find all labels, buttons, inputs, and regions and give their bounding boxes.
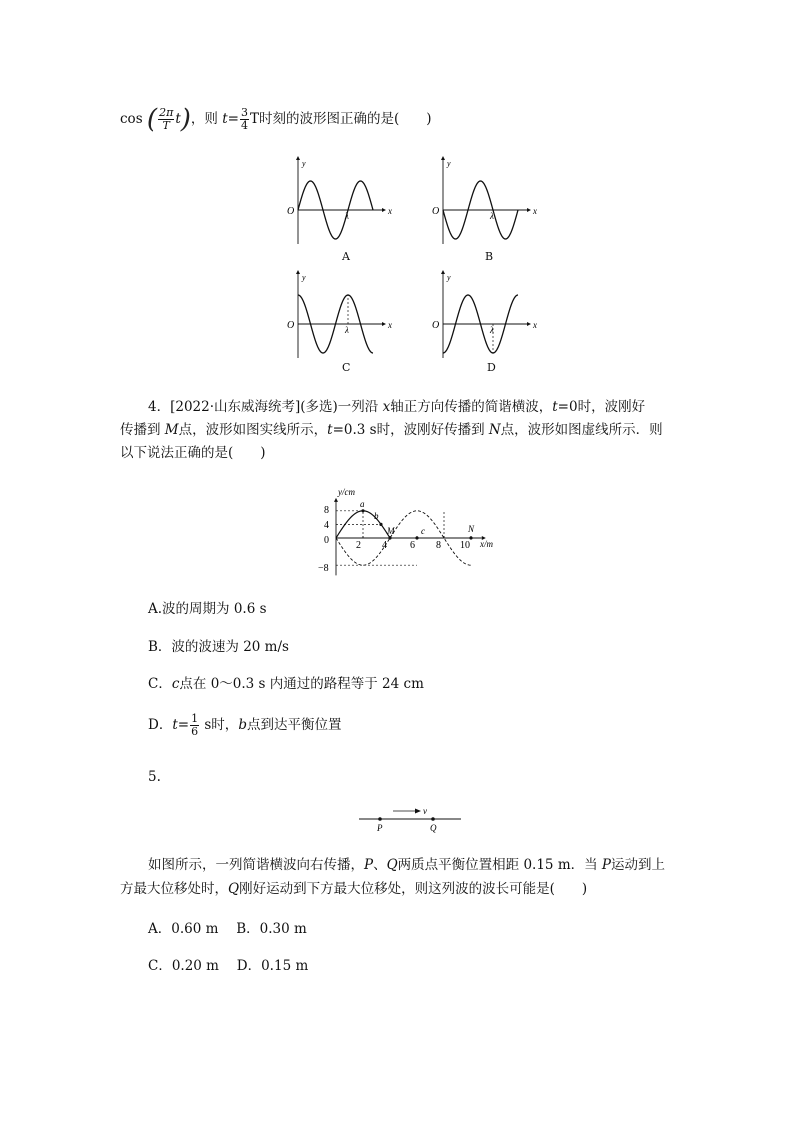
q4-stem-line3: 以下说法正确的是( ) <box>120 445 266 461</box>
q3-label-d: D <box>487 361 496 374</box>
q4-xlabel: x/m <box>480 539 493 549</box>
q4-tick-x10: 10 <box>460 540 470 551</box>
q3-graph-a <box>287 156 392 244</box>
q3-graph-c <box>287 270 392 358</box>
q5-options-ab: A．0.60 m B．0.30 m <box>148 921 307 937</box>
q3-cos: cos <box>120 111 143 127</box>
q4-ylabel: y/cm <box>338 487 355 497</box>
q4-tick-x2: 2 <box>356 540 361 551</box>
q3-x-label: x <box>388 206 392 216</box>
q4-y-arrow <box>334 498 338 502</box>
q3-origin-label: O <box>287 320 295 331</box>
q3-y-arrow <box>296 270 300 274</box>
q3-t: t <box>175 111 181 127</box>
q3-x-label: x <box>533 320 537 330</box>
q3-three-quarters: $\frac{3}{4}$ <box>240 106 248 132</box>
q4-dot-c <box>415 536 418 539</box>
q3-graph-d <box>432 270 537 358</box>
q3-label-b: B <box>485 250 494 263</box>
q3-stem-line: cos ( $\frac{2\pi}{T}$ t)，则 t= $\frac{3}{4}$ T时刻的波形图正确的是( ) <box>120 104 432 135</box>
q5-figure <box>355 800 475 840</box>
q3-fraction: $\frac{2\pi}{T}$ <box>159 106 174 132</box>
q3-lambda-label: λ <box>345 325 349 335</box>
q4-option-c: C．c点在 0～0.3 s 内通过的路程等于 24 cm <box>148 676 424 692</box>
q5-label-P: P <box>377 823 383 833</box>
q5-label-v: v <box>423 806 427 816</box>
q3-t-eq: t= <box>222 111 239 127</box>
q5-label-Q: Q <box>430 823 437 833</box>
q5-point-Q <box>431 817 435 821</box>
q4-tick-x4: 4 <box>382 540 387 551</box>
q3-y-label: y <box>447 273 451 282</box>
q4-tick-y8: 8 <box>324 505 329 516</box>
q3-right-paren: ) <box>180 104 191 135</box>
q5-arrow-head <box>415 809 421 814</box>
q4-dot-b <box>379 523 382 526</box>
q3-origin-label: O <box>432 206 440 217</box>
q3-lambda-label: λ <box>345 211 349 221</box>
q3-x-label: x <box>533 206 537 216</box>
q3-y-arrow <box>441 156 445 160</box>
q4-tick-x8: 8 <box>436 540 441 551</box>
q4-point-M: M <box>387 526 395 536</box>
q5-number: 5. <box>148 769 161 785</box>
q4-tick-x6: 6 <box>410 540 415 551</box>
q4-dot-a <box>361 509 364 512</box>
q4-stem-line1: 4．[2022·山东威海统考](多选)一列沿 x轴正方向传播的简谐横波，t=0时，波刚好 <box>148 399 646 415</box>
q5-point-P <box>378 817 382 821</box>
q4-stem-line2: 传播到 M点，波形如图实线所示，t=0.3 s时，波刚好传播到 N点，波形如图虚线所示．则 <box>120 422 663 438</box>
q3-x-arrow <box>382 322 386 326</box>
q4-point-a: a <box>360 499 365 509</box>
q4-option-d: D．t= $\frac{1}{6}$ s时，b点到达平衡位置 <box>148 712 342 738</box>
q3-x-arrow <box>527 322 531 326</box>
q3-y-label: y <box>302 159 306 168</box>
q3-label-c: C <box>342 361 351 374</box>
q3-suffix: T时刻的波形图正确的是( ) <box>249 111 432 127</box>
q3-graph-b <box>432 156 537 244</box>
q4-point-c: c <box>421 526 425 536</box>
q3-origin-label: O <box>287 206 295 217</box>
q4-tick-yneg8: −8 <box>318 563 329 574</box>
q4-option-a: A.波的周期为 0.6 s <box>148 601 267 617</box>
q3-y-arrow <box>296 156 300 160</box>
q4-dot-M <box>388 536 391 539</box>
q4-tick-y4: 4 <box>324 520 329 531</box>
q3-lambda-label: λ <box>490 325 494 335</box>
q3-figures <box>0 0 794 380</box>
q5-stem-line2: 方最大位移处时，Q刚好运动到下方最大位移处，则这列波的波长可能是( ) <box>120 881 588 897</box>
q4-one-sixth: $\frac{1}{6}$ <box>191 712 199 738</box>
q3-y-label: y <box>302 273 306 282</box>
q3-x-label: x <box>388 320 392 330</box>
q4-figure <box>312 484 512 584</box>
q3-x-arrow <box>527 208 531 212</box>
q4-point-b: b <box>374 511 379 521</box>
q3-x-arrow <box>382 208 386 212</box>
q3-label-a: A <box>342 250 350 263</box>
q3-lambda-label: λ <box>490 211 494 221</box>
q3-y-label: y <box>447 159 451 168</box>
q5-stem-line1: 如图所示，一列简谐横波向右传播，P、Q两质点平衡位置相距 0.15 m．当 P运动到上 <box>148 857 665 873</box>
q3-y-arrow <box>441 270 445 274</box>
q4-point-N: N <box>468 524 475 534</box>
q5-options-cd: C．0.20 m D．0.15 m <box>148 958 309 974</box>
q4-tick-y0: 0 <box>324 535 329 546</box>
q3-left-paren: ( <box>146 104 158 135</box>
q3-origin-label: O <box>432 320 440 331</box>
q4-option-b: B．波的波速为 20 m/s <box>148 639 289 655</box>
